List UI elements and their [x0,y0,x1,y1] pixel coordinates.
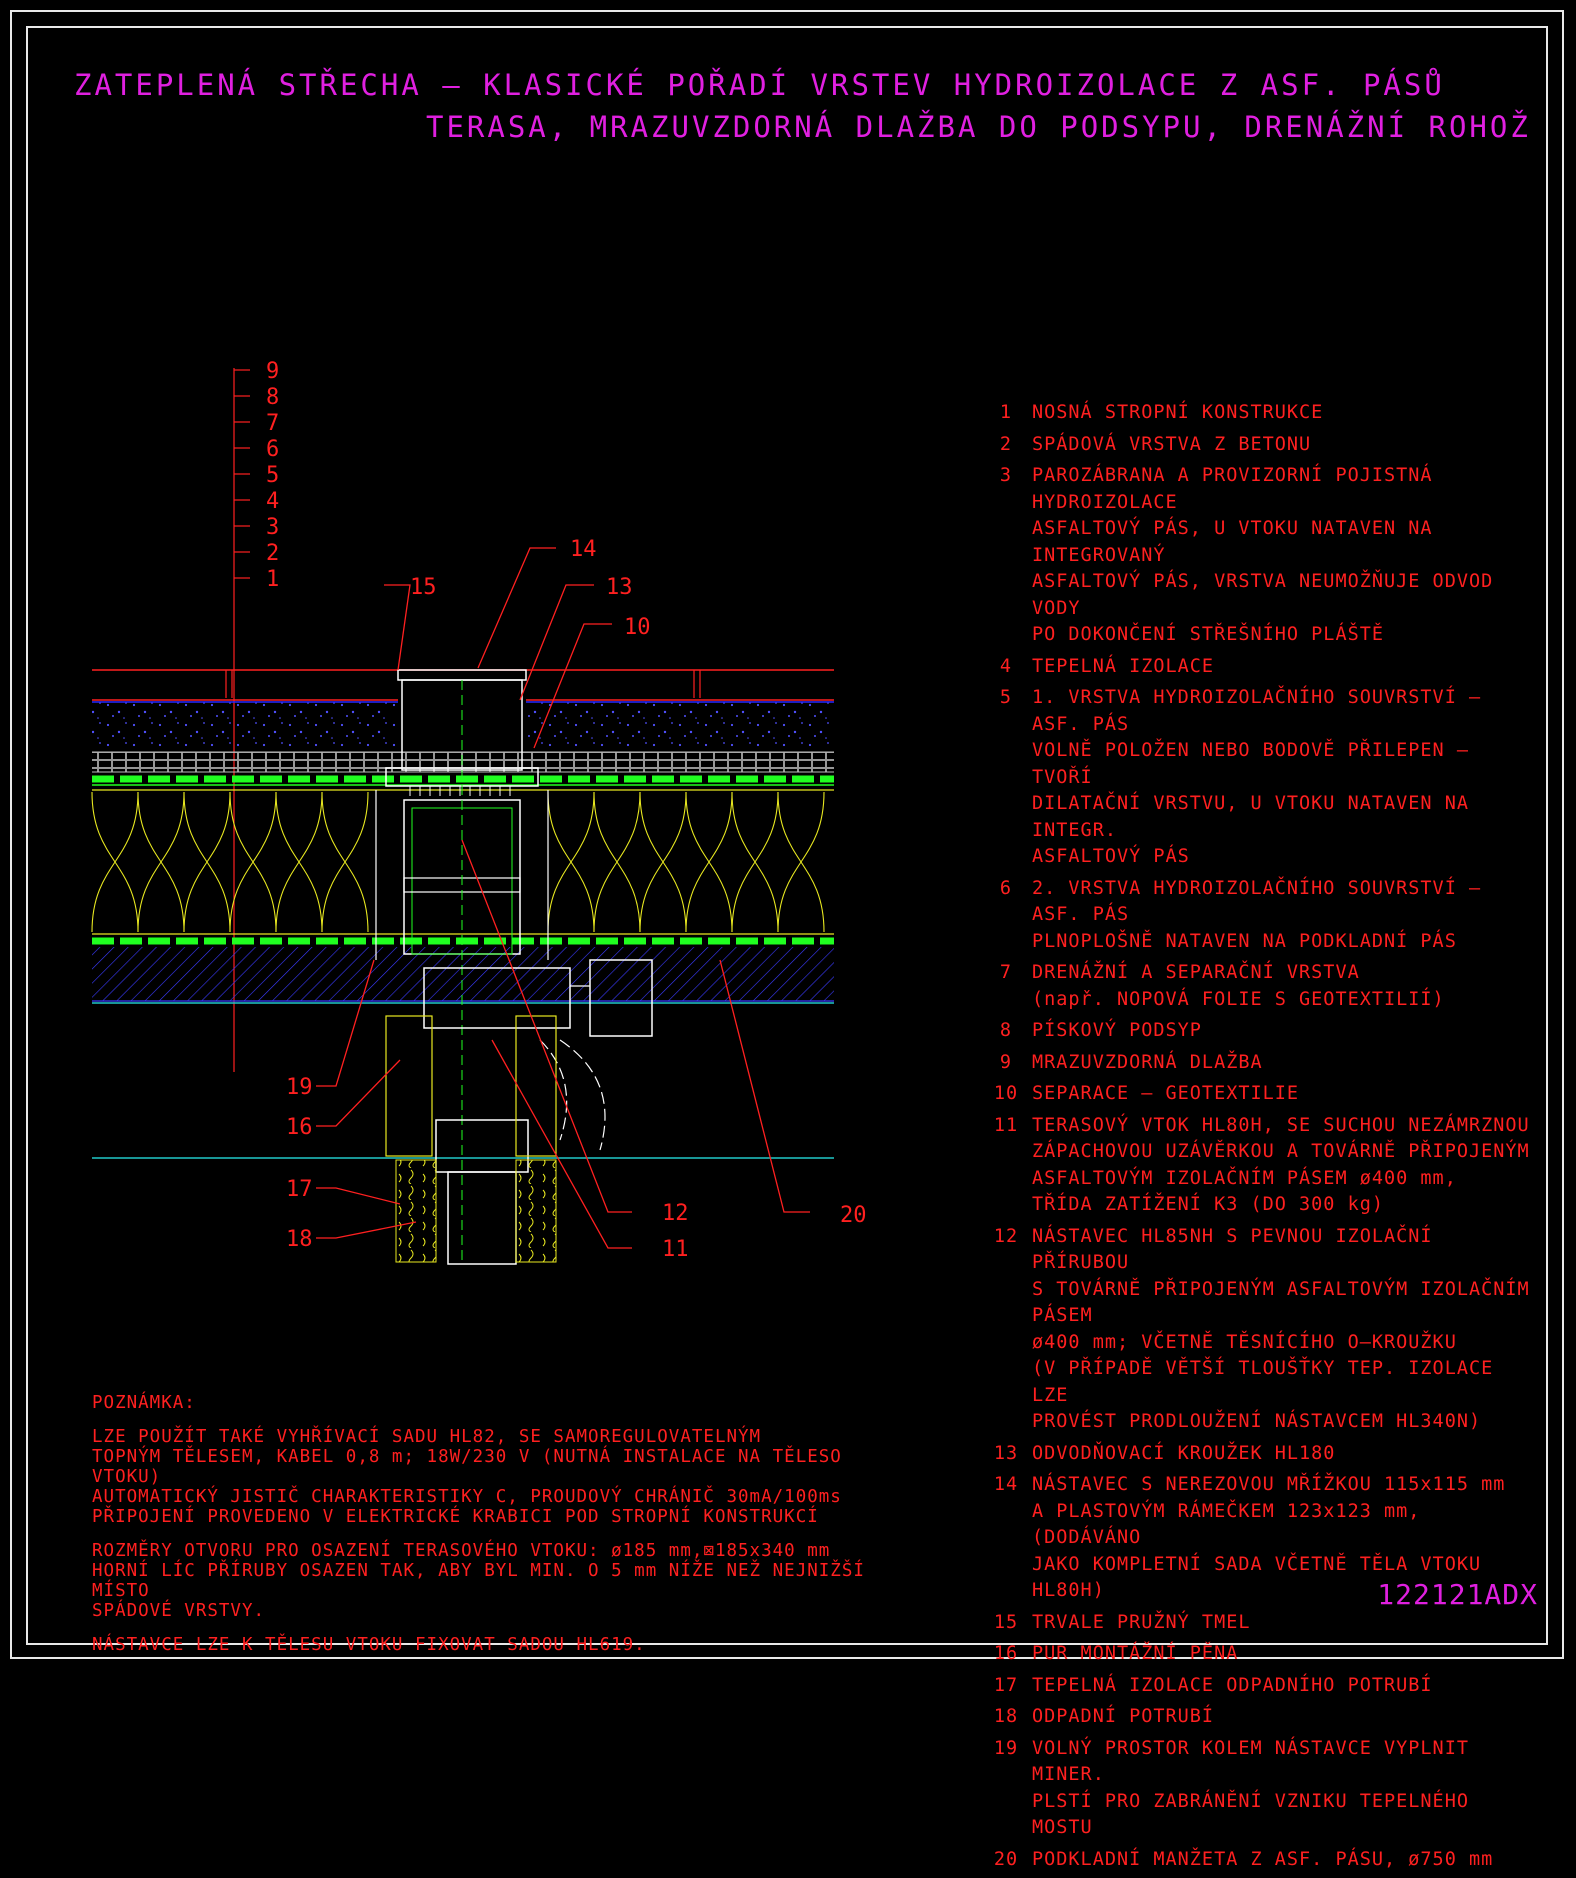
legend-item [980,1050,1540,1077]
legend-number: 16 [993,1643,1019,1664]
legend-text: PUR MONTÁŽNÍ PĚNA [1032,1643,1239,1664]
wool-wave [778,792,824,932]
legend-text: PODKLADNÍ MANŽETA Z ASF. PÁSU, ø750 mm [1032,1848,1494,1870]
legend-text: TEPELNÁ IZOLACE ODPADNÍHO POTRUBÍ [1032,1674,1433,1696]
legend-number: 14 [993,1474,1019,1495]
legend-text: 2. VRSTVA HYDROIZOLAČNÍHO SOUVRSTVÍ – ASF. PÁS PLNOPLOŠNĚ NATAVEN NA PODKLADNÍ PÁS [1032,877,1482,952]
legend-number: 6 [999,877,1013,899]
sand-bedding-layer [92,702,834,748]
legend-number: 11 [993,1114,1019,1136]
note-heading: POZNÁMKA: [92,1393,196,1413]
legend-item [980,432,1540,459]
callout-20: 20 [840,1203,867,1228]
title-line-2: TERASA, MRAZUVZDORNÁ DLAŽBA DO PODSYPU, DRENÁŽNÍ ROHOŽ [426,110,1531,144]
callout-numbers [286,537,867,1262]
scale-number: 8 [266,385,280,410]
legend-number: 5 [999,687,1013,708]
scale-number: 2 [266,541,280,566]
legend-text: ODPADNÍ POTRUBÍ [1032,1706,1215,1727]
wool-wave [276,792,322,932]
paving-layer [92,670,834,700]
wool-wave [548,792,594,932]
legend-item [980,1441,1540,1468]
legend-number: 12 [993,1225,1019,1247]
legend-number: 18 [993,1706,1019,1727]
scale-number: 5 [266,463,280,488]
legend-text: ODVODŇOVACÍ KROUŽEK HL180 [1032,1442,1336,1464]
legend-item [980,1847,1540,1874]
title-line-1: ZATEPLENÁ STŘECHA – KLASICKÉ POŘADÍ VRSTEV HYDROIZOLACE Z ASF. PÁSŮ [74,68,1445,102]
wool-wave [732,792,778,932]
wool-wave [594,792,640,932]
legend-number: 20 [993,1848,1019,1870]
callout-18: 18 [286,1227,313,1252]
legend-item [980,1018,1540,1045]
legend-number: 9 [999,1051,1013,1073]
legend-text: PAROZÁBRANA A PROVIZORNÍ POJISTNÁ HYDROIZOLACE ASFALTOVÝ PÁS, U VTOKU NATAVEN NA INTEGROVANÝ ASFALTOVÝ PÁS, VRSTVA NEUMOŽŇUJE ODVOD VODY PO DOKONČENÍ STŘEŠNÍHO PLÁŠTĚ [1032,465,1494,645]
legend-number: 1 [999,402,1013,423]
callout-10: 10 [624,615,651,640]
legend-number: 4 [999,655,1013,677]
legend-text: SPÁDOVÁ VRSTVA Z BETONU [1032,433,1312,455]
scale-number: 6 [266,437,280,462]
ceiling-slab-layer [92,1003,834,1158]
sloped-concrete-layer [92,947,834,1001]
wool-wave [322,792,368,932]
legend-text: DRENÁŽNÍ A SEPARAČNÍ VRSTVA (např. NOPOVÁ FOLIE S GEOTEXTILIÍ) [1032,962,1445,1010]
note [92,1393,892,1669]
wool-wave [230,792,276,932]
scale-number: 7 [266,411,280,436]
legend-text: 1. VRSTVA HYDROIZOLAČNÍHO SOUVRSTVÍ – ASF. PÁS VOLNĚ POLOŽEN NEBO BODOVĚ PŘILEPEN – TVOŘÍ DILATAČNÍ VRSTVU, U VTOKU NATAVEN NA INTEGR. ASFALTOVÝ PÁS [1032,687,1482,867]
legend-number: 13 [993,1442,1019,1464]
waterproofing-layer [92,779,834,785]
callout-11: 11 [662,1237,689,1262]
legend-text: TRVALE PRUŽNÝ TMEL [1032,1611,1251,1633]
callout-14: 14 [570,537,597,562]
legend-item [980,876,1540,956]
legend-number: 8 [999,1020,1013,1041]
legend-item [980,685,1540,871]
callout-16: 16 [286,1115,313,1140]
callout-19: 19 [286,1075,313,1100]
legend-item [980,1610,1540,1637]
drainage-mat-layer [92,752,834,772]
note-fixing: NÁSTAVCE LZE K TĚLESU VTOKU FIXOVAT SADOU HL619. [92,1635,646,1655]
legend-text: NOSNÁ STROPNÍ KONSTRUKCE [1032,402,1324,423]
wool-wave [640,792,686,932]
legend-item [980,1224,1540,1436]
leader-lines [316,548,810,1248]
legend [980,400,1540,1878]
wool-wave [92,792,138,932]
legend-text: NÁSTAVEC HL85NH S PEVNOU IZOLAČNÍ PŘÍRUBOU S TOVÁRNĚ PŘIPOJENÝM ASFALTOVÝM IZOLAČNÍM PÁSEM ø400 mm; VČETNĚ TĚSNÍCÍHO O–KROUŽKU (V PŘÍPADĚ VĚTŠÍ TLOUŠŤKY TEP. IZOLACE LZE PROVÉST PRODLOUŽENÍ NÁSTAVCEM HL340N) [1032,1225,1530,1432]
legend-item [980,654,1540,681]
legend-text: VOLNÝ PROSTOR KOLEM NÁSTAVCE VYPLNIT MINER. PLSTÍ PRO ZABRÁNĚNÍ VZNIKU TEPELNÉHO MOSTU [1032,1737,1469,1838]
legend-number: 3 [999,465,1013,486]
legend-item [980,1081,1540,1108]
legend-item [980,960,1540,1013]
note-heating: LZE POUŽÍT TAKÉ VYHŘÍVACÍ SADU HL82, SE SAMOREGULOVATELNÝM TOPNÝM TĚLESEM, KABEL 0,8 m; 18W/230 V (NUTNÁ INSTALACE NA TĚLESO VTOKU) AUTOMATICKÝ JISTIČ CHARAKTERISTIKY C, PROUDOVÝ CHRÁNIČ 30mA/100ms PŘIPOJENÍ PROVEDENO V ELEKTRICKÉ KRABICI POD STROPNÍ KONSTRUKCÍ [92,1427,842,1527]
legend-text: PÍSKOVÝ PODSYP [1032,1020,1202,1041]
legend-number: 17 [993,1674,1019,1696]
legend-item [980,463,1540,649]
legend-item [980,1673,1540,1700]
scale-number: 3 [266,515,280,540]
legend-text: SEPARACE – GEOTEXTILIE [1032,1083,1300,1104]
note-opening: ROZMĚRY OTVORU PRO OSAZENÍ TERASOVÉHO VTOKU: ø185 mm,⊠185x340 mm HORNÍ LÍC PŘÍRUBY OSAZEN TAK, ABY BYL MIN. O 5 mm NÍŽE NEŽ NEJNIŽŠÍ MÍSTO SPÁDOVÉ VRSTVY. [92,1541,865,1621]
callout-17: 17 [286,1177,313,1202]
legend-item [980,1641,1540,1668]
legend-item [980,1736,1540,1842]
wool-wave [138,792,184,932]
scale-number: 1 [266,567,280,592]
legend-text: NÁSTAVEC S NEREZOVOU MŘÍŽKOU 115x115 mm A PLASTOVÝM RÁMEČKEM 123x123 mm, (DODÁVÁNO JAKO KOMPLETNÍ SADA VČETNĚ TĚLA VTOKU HL80H) [1032,1474,1506,1601]
legend-item [980,1704,1540,1731]
legend-text: TEPELNÁ IZOLACE [1032,655,1215,677]
legend-text: TERASOVÝ VTOK HL80H, SE SUCHOU NEZÁMRZNOU ZÁPACHOVOU UZÁVĚRKOU A TOVÁRNĚ PŘIPOJENÝM ASFALTOVÝM IZOLAČNÍM PÁSEM ø400 mm, TŘÍDA ZATÍŽENÍ K3 (DO 300 kg) [1032,1114,1530,1215]
callout-12: 12 [662,1201,689,1226]
legend-number: 10 [993,1083,1019,1104]
wool-wave [686,792,732,932]
legend-number: 19 [993,1737,1019,1759]
scale-number: 9 [266,359,280,384]
wool-wave [184,792,230,932]
scale-number: 4 [266,489,280,514]
legend-item [980,1113,1540,1219]
thermal-insulation-layer [92,790,834,934]
legend-item [980,400,1540,427]
drawing-code: 122121ADX [1377,1578,1538,1611]
callout-13: 13 [606,575,633,600]
legend-number: 2 [999,433,1013,455]
legend-number: 15 [993,1611,1019,1633]
legend-text: MRAZUVZDORNÁ DLAŽBA [1032,1051,1263,1073]
callout-15: 15 [410,575,437,600]
legend-number: 7 [999,962,1013,983]
